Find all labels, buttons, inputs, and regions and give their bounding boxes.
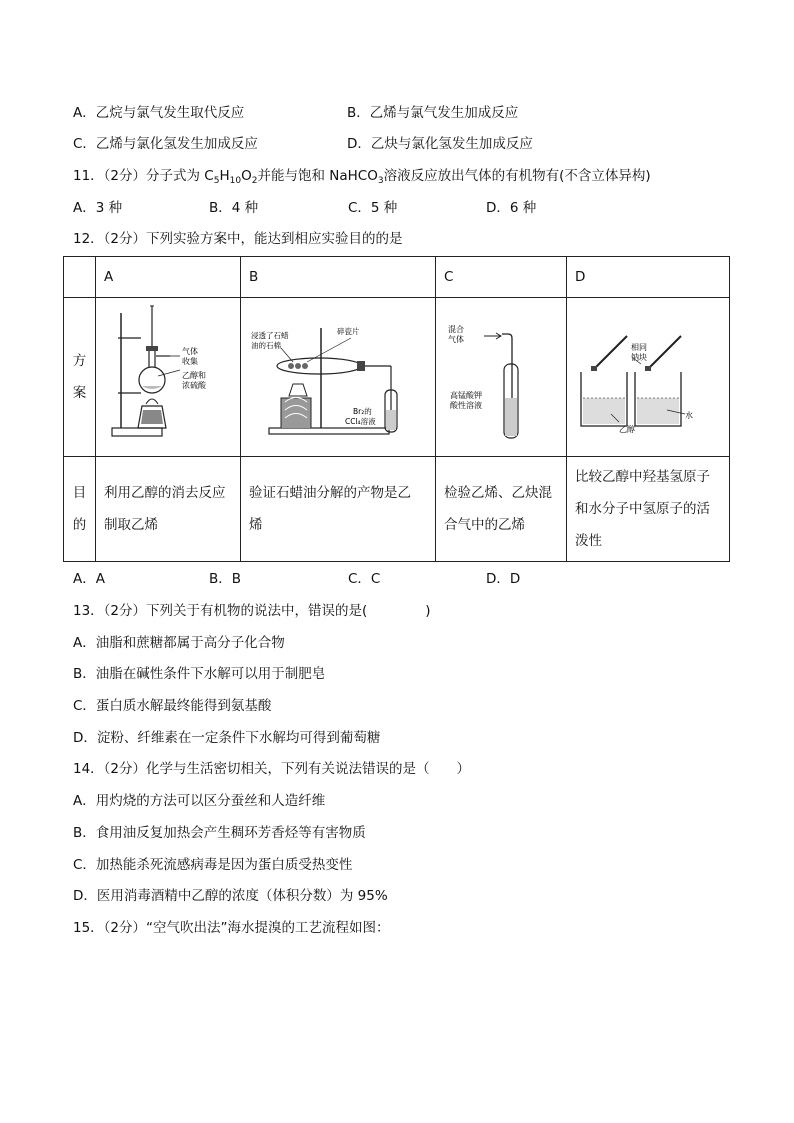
q12-stem: 12．（2分）下列实验方案中，能达到相应实验目的的是	[73, 231, 403, 247]
label-sodium-block: 钠块	[631, 353, 647, 362]
label-asbestos: 油的石棉	[251, 341, 281, 350]
purpose-d: 比较乙醇中羟基氢原子 和水分子中氢原子的活 泼性	[567, 457, 730, 562]
purpose-b: 验证石蜡油分解的产物是乙 烯	[241, 457, 436, 562]
label-kmno4: 高锰酸钾	[450, 391, 482, 400]
label-gas: 气体	[182, 347, 198, 356]
apparatus-c-diagram	[436, 298, 567, 456]
q14-option-d: D．医用消毒酒精中乙醇的浓度（体积分数）为 95%	[73, 888, 388, 904]
table-row-purpose	[64, 457, 730, 562]
label-water: 水	[685, 411, 693, 420]
diagram-d-cell	[567, 298, 730, 457]
q14-stem: 14．（2分）化学与生活密切相关，下列有关说法错误的是（ ）	[73, 761, 471, 777]
header-c: C	[436, 257, 567, 298]
q13-option-c: C．蛋白质水解最终能得到氨基酸	[73, 698, 272, 714]
label-conc-sulfuric: 浓硫酸	[182, 381, 206, 390]
label-ethanol-d: 乙醇	[619, 425, 635, 434]
apparatus-d-diagram	[567, 298, 730, 456]
q10-option-d: D．乙炔与氯化氢发生加成反应	[347, 136, 533, 152]
label-acidic-solution: 酸性溶液	[450, 401, 482, 410]
diagram-b-cell	[241, 298, 436, 457]
label-br2: Br₂的	[353, 407, 372, 416]
label-porcelain-chips: 碎瓷片	[337, 327, 360, 336]
q13-option-b: B．油脂在碱性条件下水解可以用于制肥皂	[73, 666, 326, 682]
q13-option-a: A．油脂和蔗糖都属于高分子化合物	[73, 635, 285, 651]
label-same: 相同	[631, 343, 647, 352]
row-label-scheme: 方 案	[64, 298, 96, 457]
q11-option-a: A．3 种	[73, 200, 123, 216]
header-corner	[64, 257, 96, 298]
row-label-purpose: 目 的	[64, 457, 96, 562]
header-b: B	[241, 257, 436, 298]
q13-option-d: D．淀粉、纤维素在一定条件下水解均可得到葡萄糖	[73, 730, 381, 746]
q11-option-b: B．4 种	[209, 200, 259, 216]
q12-option-c: C．C	[348, 571, 381, 587]
apparatus-a-diagram	[96, 298, 241, 456]
q10-option-c: C．乙烯与氯化氢发生加成反应	[73, 136, 258, 152]
table-row-scheme	[64, 298, 730, 457]
q12-option-b: B．B	[209, 571, 242, 587]
q11-option-c: C．5 种	[348, 200, 398, 216]
diagram-a-cell	[96, 298, 241, 457]
apparatus-b-diagram	[241, 298, 436, 456]
purpose-a: 利用乙醇的消去反应 制取乙烯	[96, 457, 241, 562]
q14-option-c: C．加热能杀死流感病毒是因为蛋白质受热变性	[73, 857, 353, 873]
label-ccl4-solution: CCl₄溶液	[345, 417, 376, 426]
q11-option-d: D．6 种	[486, 200, 537, 216]
header-a: A	[96, 257, 241, 298]
label-soaked-paraffin: 浸透了石蜡	[251, 331, 289, 340]
q13-stem: 13．（2分）下列关于有机物的说法中，错误的是( )	[73, 603, 431, 619]
diagram-c-cell	[436, 298, 567, 457]
q11-stem: 11．（2分）分子式为 $C_5H_{10}O_2$并能与饱和 NaHCO$_3$溶液反应放出气体的有机物有(不含立体异构)	[73, 168, 651, 186]
q10-option-a: A．乙烷与氯气发生取代反应	[73, 105, 245, 121]
header-d: D	[567, 257, 730, 298]
q12-option-a: A．A	[73, 571, 105, 587]
label-collect: 收集	[182, 357, 198, 366]
q14-option-a: A．用灼烧的方法可以区分蚕丝和人造纤维	[73, 793, 326, 809]
label-ethanol-and: 乙醇和	[182, 371, 206, 380]
label-gas-c: 气体	[448, 335, 464, 344]
q15-stem: 15．（2分）“空气吹出法”海水提溴的工艺流程如图：	[73, 920, 390, 936]
q14-option-b: B．食用油反复加热会产生稠环芳香烃等有害物质	[73, 825, 366, 841]
table-header-row	[64, 257, 730, 298]
q10-option-b: B．乙烯与氯气发生加成反应	[347, 105, 519, 121]
experiment-table	[63, 256, 730, 562]
purpose-c: 检验乙烯、乙炔混 合气中的乙烯	[436, 457, 567, 562]
q12-option-d: D．D	[486, 571, 521, 587]
label-mixed: 混合	[448, 325, 464, 334]
